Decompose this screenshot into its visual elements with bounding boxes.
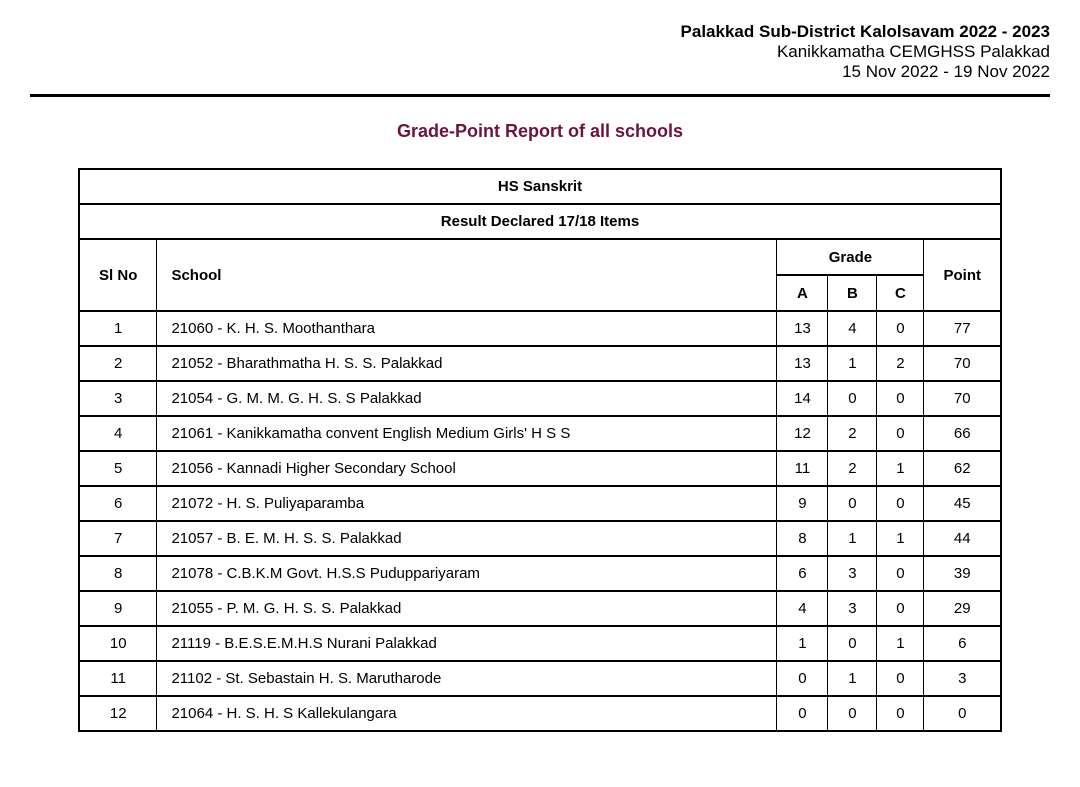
- cell-school: 21119 - B.E.S.E.M.H.S Nurani Palakkad: [157, 626, 777, 661]
- cell-point: 29: [924, 591, 1001, 626]
- cell-grade-c: 0: [877, 486, 924, 521]
- table-row: [79, 661, 1001, 696]
- cell-school: 21057 - B. E. M. H. S. S. Palakkad: [157, 521, 777, 556]
- cell-sl-no: 3: [79, 381, 157, 416]
- cell-point: 39: [924, 556, 1001, 591]
- cell-grade-c: 0: [877, 416, 924, 451]
- cell-grade-b: 0: [828, 381, 877, 416]
- cell-point: 44: [924, 521, 1001, 556]
- cell-school: 21054 - G. M. M. G. H. S. S Palakkad: [157, 381, 777, 416]
- grade-point-table: [78, 168, 1002, 732]
- cell-school: 21055 - P. M. G. H. S. S. Palakkad: [157, 591, 777, 626]
- cell-grade-a: 11: [777, 451, 828, 486]
- cell-sl-no: 12: [79, 696, 157, 731]
- cell-sl-no: 4: [79, 416, 157, 451]
- cell-grade-a: 12: [777, 416, 828, 451]
- cell-school: 21060 - K. H. S. Moothanthara: [157, 311, 777, 346]
- cell-point: 62: [924, 451, 1001, 486]
- cell-grade-b: 3: [828, 591, 877, 626]
- table-row: [79, 346, 1001, 381]
- cell-grade-b: 1: [828, 661, 877, 696]
- cell-grade-c: 0: [877, 661, 924, 696]
- cell-sl-no: 5: [79, 451, 157, 486]
- page-header: [0, 0, 1080, 82]
- cell-school: 21064 - H. S. H. S Kallekulangara: [157, 696, 777, 731]
- column-header-row: [79, 239, 1001, 275]
- cell-point: 45: [924, 486, 1001, 521]
- cell-point: 6: [924, 626, 1001, 661]
- cell-grade-a: 4: [777, 591, 828, 626]
- status-row: [79, 204, 1001, 239]
- cell-sl-no: 11: [79, 661, 157, 696]
- cell-point: 77: [924, 311, 1001, 346]
- cell-grade-c: 0: [877, 556, 924, 591]
- column-header-grade: Grade: [777, 239, 924, 275]
- cell-school: 21078 - C.B.K.M Govt. H.S.S Puduppariyaram: [157, 556, 777, 591]
- cell-grade-c: 2: [877, 346, 924, 381]
- cell-grade-b: 0: [828, 626, 877, 661]
- table-row: [79, 311, 1001, 346]
- cell-grade-a: 8: [777, 521, 828, 556]
- cell-sl-no: 10: [79, 626, 157, 661]
- table-row: [79, 626, 1001, 661]
- cell-grade-c: 1: [877, 626, 924, 661]
- host-school: Kanikkamatha CEMGHSS Palakkad: [776, 42, 1050, 61]
- cell-grade-c: 0: [877, 591, 924, 626]
- cell-sl-no: 1: [79, 311, 157, 346]
- cell-school: 21072 - H. S. Puliyaparamba: [157, 486, 777, 521]
- cell-grade-b: 2: [828, 451, 877, 486]
- cell-school: 21052 - Bharathmatha H. S. S. Palakkad: [157, 346, 777, 381]
- table-body: [79, 311, 1001, 731]
- table-row: [79, 696, 1001, 731]
- cell-grade-b: 1: [828, 346, 877, 381]
- cell-grade-b: 2: [828, 416, 877, 451]
- cell-point: 0: [924, 696, 1001, 731]
- cell-point: 70: [924, 381, 1001, 416]
- table-row: [79, 381, 1001, 416]
- column-header-grade-a: A: [777, 275, 828, 311]
- event-dates: 15 Nov 2022 - 19 Nov 2022: [842, 62, 1050, 81]
- cell-point: 66: [924, 416, 1001, 451]
- cell-grade-b: 4: [828, 311, 877, 346]
- cell-grade-a: 9: [777, 486, 828, 521]
- cell-sl-no: 8: [79, 556, 157, 591]
- cell-school: 21061 - Kanikkamatha convent English Medium Girls' H S S: [157, 416, 777, 451]
- cell-grade-c: 0: [877, 311, 924, 346]
- cell-grade-c: 0: [877, 696, 924, 731]
- table-row: [79, 451, 1001, 486]
- section-title-row: [79, 169, 1001, 204]
- cell-grade-a: 13: [777, 346, 828, 381]
- result-status: Result Declared 17/18 Items: [79, 204, 1001, 239]
- cell-point: 3: [924, 661, 1001, 696]
- cell-school: 21056 - Kannadi Higher Secondary School: [157, 451, 777, 486]
- cell-grade-b: 0: [828, 696, 877, 731]
- column-header-point: Point: [924, 239, 1001, 311]
- header-divider: [30, 94, 1050, 97]
- cell-grade-c: 1: [877, 521, 924, 556]
- section-title: HS Sanskrit: [79, 169, 1001, 204]
- table-row: [79, 591, 1001, 626]
- cell-grade-a: 13: [777, 311, 828, 346]
- cell-grade-a: 0: [777, 696, 828, 731]
- cell-school: 21102 - St. Sebastain H. S. Marutharode: [157, 661, 777, 696]
- cell-sl-no: 7: [79, 521, 157, 556]
- cell-sl-no: 9: [79, 591, 157, 626]
- page-title: Grade-Point Report of all schools: [396, 121, 684, 141]
- column-header-grade-c: C: [877, 275, 924, 311]
- cell-grade-a: 6: [777, 556, 828, 591]
- event-title: Palakkad Sub-District Kalolsavam 2022 - 2023: [680, 22, 1050, 41]
- column-header-grade-b: B: [828, 275, 877, 311]
- cell-grade-b: 1: [828, 521, 877, 556]
- cell-grade-a: 0: [777, 661, 828, 696]
- cell-grade-b: 0: [828, 486, 877, 521]
- cell-grade-a: 14: [777, 381, 828, 416]
- cell-point: 70: [924, 346, 1001, 381]
- column-header-sl-no: Sl No: [79, 239, 157, 311]
- cell-grade-c: 0: [877, 381, 924, 416]
- cell-grade-c: 1: [877, 451, 924, 486]
- table-row: [79, 521, 1001, 556]
- table-row: [79, 416, 1001, 451]
- table-row: [79, 486, 1001, 521]
- cell-sl-no: 2: [79, 346, 157, 381]
- cell-grade-a: 1: [777, 626, 828, 661]
- cell-grade-b: 3: [828, 556, 877, 591]
- table-row: [79, 556, 1001, 591]
- cell-sl-no: 6: [79, 486, 157, 521]
- column-header-school: School: [157, 239, 777, 311]
